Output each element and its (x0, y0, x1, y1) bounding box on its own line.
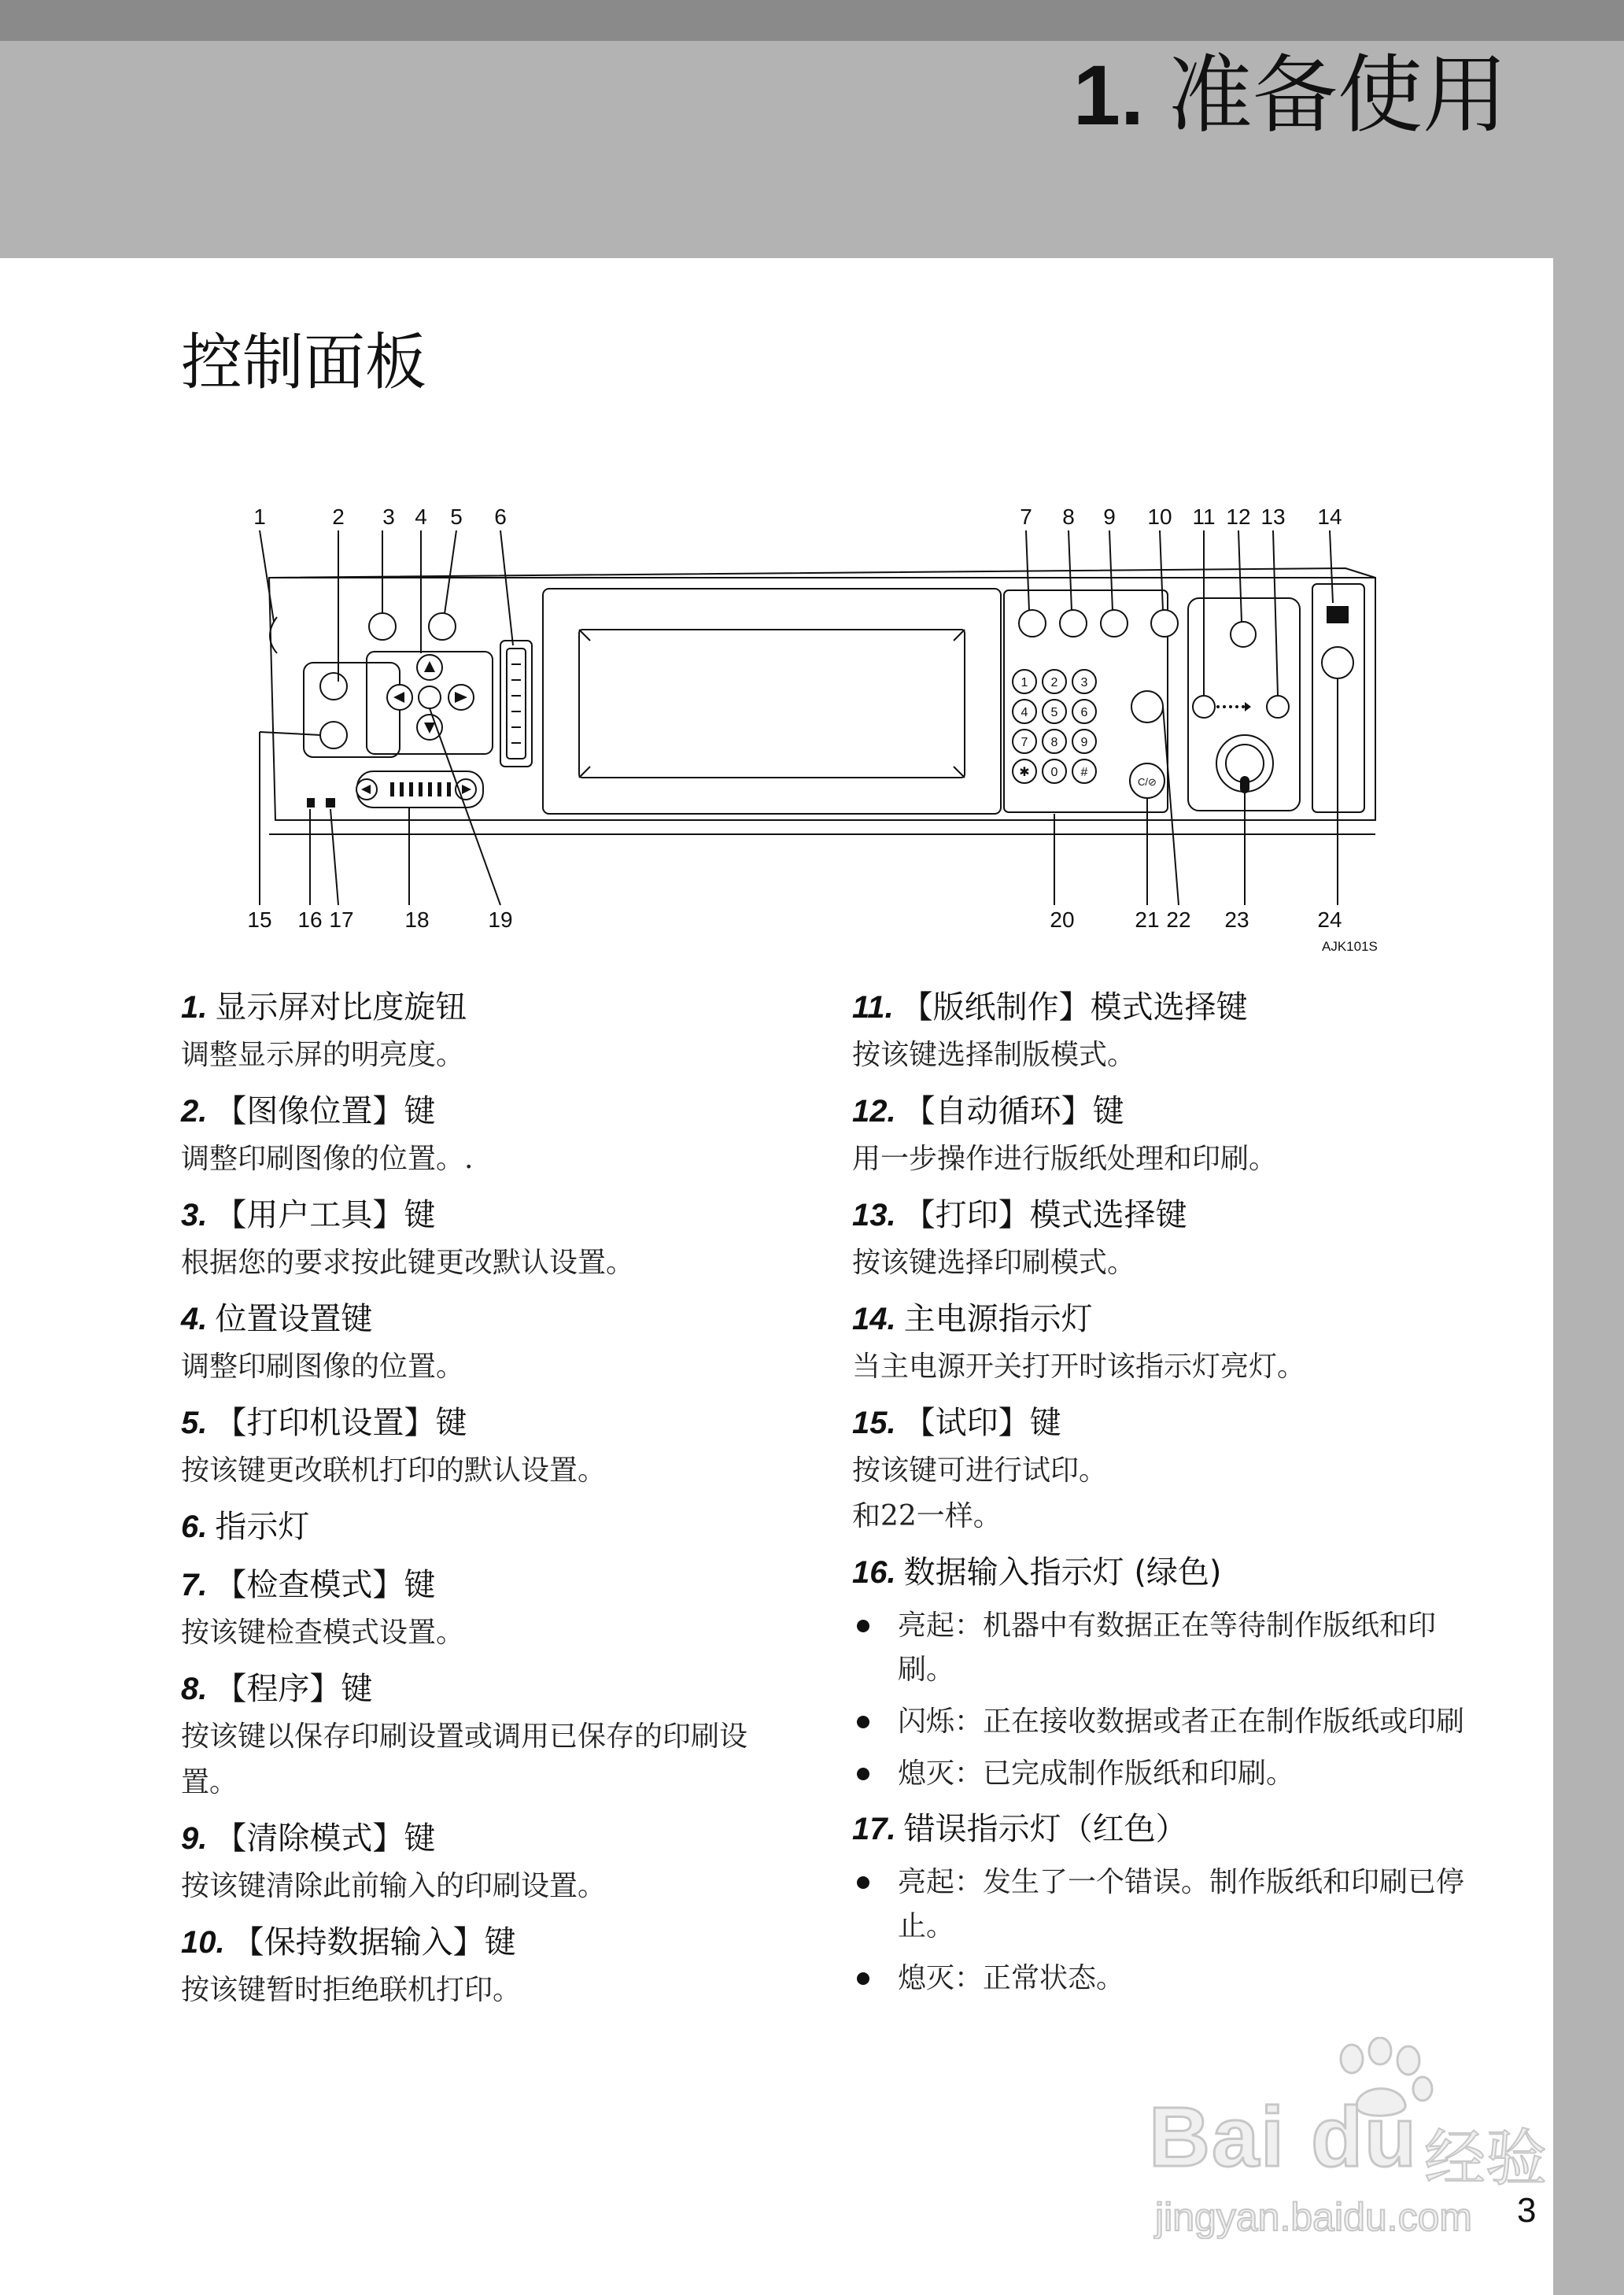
description-item-8 (181, 1664, 779, 1805)
item-number: 6. (181, 1510, 208, 1544)
callout-label: 16 (297, 907, 323, 932)
item-body: 调整显示屏的明亮度。 (181, 1039, 465, 1071)
display-frame (543, 589, 1001, 814)
flow-dot (1235, 705, 1238, 708)
item-title: 指示灯 (215, 1509, 310, 1545)
item-body: 按该键选择制版模式。 (852, 1039, 1136, 1071)
description-item-9 (181, 1813, 779, 1909)
watermark-cn: 经验 (1424, 2123, 1548, 2194)
slider-bar (419, 782, 423, 796)
chapter-title-text: 准备使用 (1167, 46, 1508, 145)
keypad-label: 1 (1021, 676, 1028, 689)
item-number: 5. (181, 1406, 208, 1440)
description-item-7 (181, 1560, 779, 1656)
descriptions-left-column (181, 982, 779, 2021)
item-title: 【版纸制作】模式选择键 (901, 989, 1248, 1026)
callout-label: 13 (1260, 504, 1286, 529)
item-body: 按该键清除此前输入的印刷设置。 (181, 1870, 607, 1902)
item-body: 当主电源开关打开时该指示灯亮灯。 (852, 1351, 1306, 1383)
slider-bar (437, 782, 441, 796)
item-body: 调整印刷图像的位置。. (181, 1143, 474, 1175)
callout-label: 20 (1050, 907, 1075, 932)
slider-bar (400, 782, 404, 796)
chapter-number: 1. (1072, 47, 1144, 142)
control-panel-figure (228, 496, 1393, 952)
slider-bar (447, 782, 451, 796)
section-title: 控制面板 (181, 327, 427, 398)
item-body: 调整印刷图像的位置。 (181, 1351, 465, 1383)
bullet-list (852, 1604, 1482, 1796)
item-title: 【试印】键 (903, 1405, 1061, 1441)
item-title: 【程序】键 (215, 1671, 373, 1707)
item-body: 按该键更改联机打印的默认设置。 (181, 1454, 607, 1487)
description-item-16 (852, 1547, 1482, 1796)
bullet-item: 闪烁：正在接收数据或者正在制作版纸或印刷 (852, 1700, 1482, 1744)
item-number: 13. (852, 1198, 896, 1232)
bullet-item: 熄灭：已完成制作版纸和印刷。 (852, 1752, 1482, 1796)
description-item-2 (181, 1086, 779, 1182)
item-title: 【自动循环】键 (903, 1093, 1124, 1129)
item-body: 按该键选择印刷模式。 (852, 1247, 1136, 1279)
callout-label: 8 (1062, 504, 1075, 529)
item-title: 错误指示灯（红色） (903, 1811, 1187, 1847)
proof-key-right (1131, 691, 1163, 722)
item-number: 2. (181, 1094, 208, 1129)
callout-label: 15 (247, 907, 272, 932)
bullet-item: 亮起：机器中有数据正在等待制作版纸和印刷。 (852, 1604, 1482, 1692)
item-title: 位置设置键 (215, 1301, 373, 1337)
item-body: 按该键检查模式设置。 (181, 1617, 465, 1649)
item-title: 显示屏对比度旋钮 (215, 989, 467, 1026)
description-item-5 (181, 1398, 779, 1494)
callout-label: 14 (1317, 504, 1342, 529)
power-indicator-lamp (1327, 606, 1349, 623)
user-tools-key (369, 613, 396, 640)
item-body: 按该键可进行试印。 (852, 1454, 1108, 1487)
item-number: 12. (852, 1094, 896, 1129)
item-body: 用一步操作进行版纸处理和印刷。 (852, 1143, 1278, 1175)
header-top-strip (0, 0, 1624, 41)
item-body: 和22一样。 (852, 1500, 1002, 1532)
control-panel-diagram (228, 496, 1393, 952)
callout-label: 10 (1147, 504, 1172, 529)
description-item-17 (852, 1804, 1482, 2001)
item-title: 【图像位置】键 (215, 1093, 436, 1129)
item-number: 9. (181, 1821, 208, 1856)
keypad-label: 8 (1050, 736, 1058, 749)
callout-label: 18 (404, 907, 430, 932)
master-making-key (1193, 696, 1215, 718)
callout-label: 17 (329, 907, 354, 932)
description-item-6 (181, 1502, 779, 1552)
flow-dot (1229, 705, 1232, 708)
display-screen (579, 630, 965, 778)
start-key-bar (1240, 776, 1249, 793)
flow-arrow (1245, 702, 1251, 711)
slider-bar (390, 782, 394, 796)
chapter-title (1072, 46, 1508, 145)
screen-bevel-tl (579, 630, 590, 641)
bullet-item: 熄灭：正常状态。 (852, 1957, 1482, 2001)
item-body: 根据您的要求按此键更改默认设置。 (181, 1247, 635, 1279)
item-number: 16. (852, 1555, 896, 1590)
figure-code: AJK101S (1322, 939, 1378, 952)
watermark-brand: Bai du (1149, 2089, 1419, 2184)
right-edge-strip (1553, 258, 1624, 2295)
item-number: 1. (181, 990, 208, 1025)
description-item-4 (181, 1294, 779, 1390)
main-power-switch (1322, 647, 1353, 678)
panel-top-edge (269, 568, 1375, 578)
item-title: 【检查模式】键 (215, 1567, 436, 1603)
keypad-label: 9 (1080, 736, 1088, 749)
item-title: 主电源指示灯 (903, 1301, 1093, 1337)
callout-label: 1 (253, 504, 266, 529)
keypad-label: 4 (1021, 706, 1028, 719)
position-reset-key (419, 686, 441, 708)
item-number: 7. (181, 1568, 208, 1602)
image-position-key (320, 673, 347, 700)
callout-label: 22 (1166, 907, 1191, 932)
descriptions-right-column (852, 982, 1482, 2009)
item-number: 8. (181, 1672, 208, 1706)
description-item-14 (852, 1294, 1482, 1390)
printer-settings-key (429, 613, 456, 640)
indicator-box (500, 641, 532, 767)
item-number: 15. (852, 1406, 896, 1440)
screen-bevel-tr (954, 630, 965, 641)
hold-data-key (1151, 610, 1178, 637)
slider-bar (428, 782, 432, 796)
flow-dot (1242, 705, 1245, 708)
item-title: 【打印机设置】键 (215, 1405, 467, 1441)
callout-label: 2 (332, 504, 345, 529)
callout-label: 7 (1020, 504, 1032, 529)
callout-label: 19 (488, 907, 513, 932)
callout-label: 4 (415, 504, 427, 529)
data-in-indicator (307, 798, 315, 808)
clear-stop-label: C/⊘ (1138, 776, 1157, 788)
callout-label: 21 (1135, 907, 1160, 932)
screen-bevel-br (954, 767, 965, 778)
callout-label: 23 (1224, 907, 1249, 932)
proof-key (320, 722, 347, 748)
description-item-1 (181, 982, 779, 1078)
item-title: 【保持数据输入】键 (232, 1924, 516, 1961)
keypad-label: 3 (1080, 676, 1088, 689)
description-item-12 (852, 1086, 1482, 1182)
item-body: 按该键暂时拒绝联机打印。 (181, 1974, 522, 2006)
print-mode-key (1267, 696, 1289, 718)
keypad-label: # (1080, 766, 1088, 779)
bullet-item: 亮起：发生了一个错误。制作版纸和印刷已停止。 (852, 1861, 1482, 1949)
description-item-11 (852, 982, 1482, 1078)
program-key (1060, 610, 1087, 637)
item-title: 数据输入指示灯 (绿色) (903, 1554, 1222, 1591)
item-body: 按该键以保存印刷设置或调用已保存的印刷设置。 (181, 1720, 748, 1798)
item-title: 【用户工具】键 (215, 1197, 436, 1233)
flow-dot (1216, 705, 1220, 708)
item-number: 10. (181, 1925, 225, 1960)
callout-label: 12 (1226, 504, 1251, 529)
clear-modes-key (1101, 610, 1128, 637)
bullet-list (852, 1861, 1482, 2001)
keypad-label: ✱ (1019, 766, 1030, 779)
baidu-watermark (1149, 2037, 1558, 2241)
callout-label: 9 (1103, 504, 1116, 529)
item-number: 4. (181, 1302, 208, 1336)
flow-dot (1223, 705, 1226, 708)
keypad-label: 0 (1050, 766, 1058, 779)
description-item-13 (852, 1190, 1482, 1286)
item-number: 11. (852, 990, 894, 1025)
callout-label: 6 (494, 504, 507, 529)
item-number: 17. (852, 1812, 896, 1846)
keypad-label: 5 (1050, 706, 1058, 719)
callout-label: 24 (1317, 907, 1342, 932)
auto-cycle-key (1231, 622, 1256, 647)
item-title: 【打印】模式选择键 (903, 1197, 1187, 1233)
description-item-10 (181, 1917, 779, 2013)
item-title: 【清除模式】键 (215, 1820, 436, 1857)
screen-bevel-bl (579, 767, 590, 778)
left-key-box (304, 663, 400, 757)
description-item-15 (852, 1398, 1482, 1539)
keypad-label: 7 (1021, 736, 1028, 749)
callout-label: 3 (382, 504, 395, 529)
slider-bar (409, 782, 413, 796)
description-item-3 (181, 1190, 779, 1286)
page-number: 3 (1517, 2191, 1537, 2230)
error-indicator (326, 798, 335, 808)
keypad-label: 6 (1080, 706, 1088, 719)
callout-label: 5 (450, 504, 463, 529)
watermark-url: jingyan.baidu.com (1155, 2195, 1473, 2239)
item-number: 14. (852, 1302, 896, 1336)
check-modes-key (1019, 610, 1046, 637)
item-number: 3. (181, 1198, 208, 1232)
callout-label: 11 (1192, 504, 1216, 529)
keypad-label: 2 (1050, 676, 1058, 689)
